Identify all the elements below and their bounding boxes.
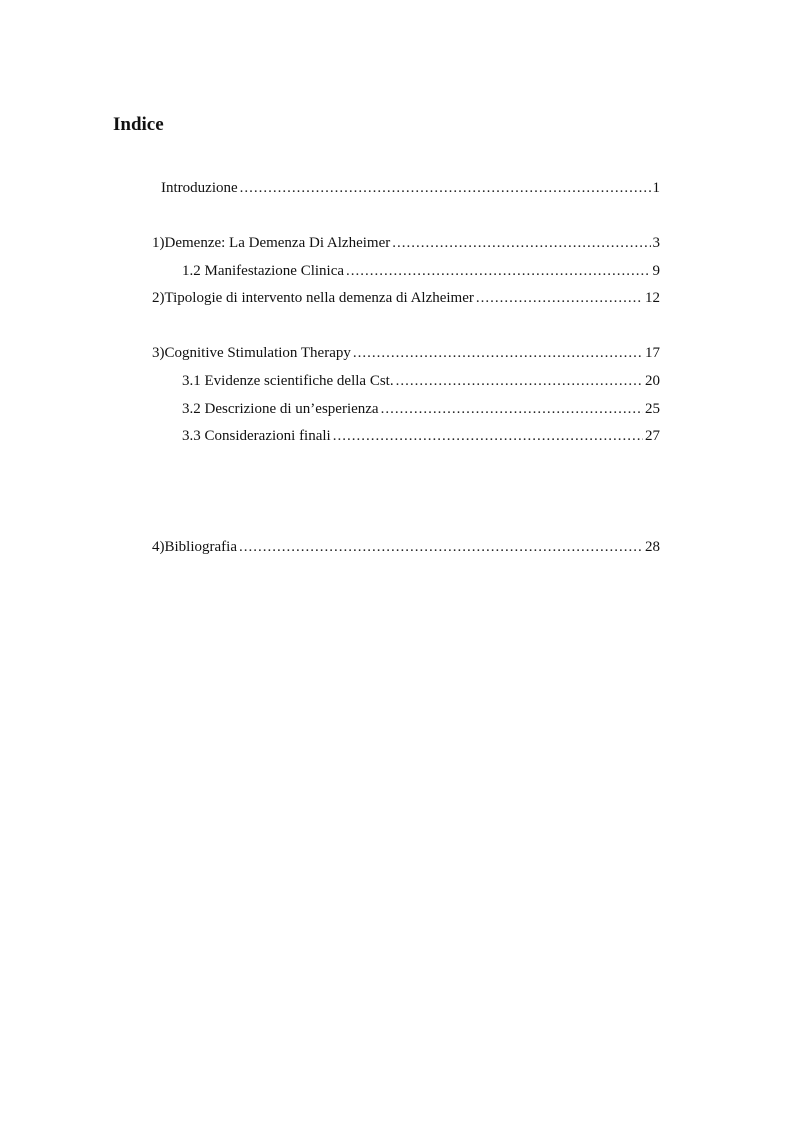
toc-leader-dots: [396, 371, 643, 391]
toc-entry-title: 1.2 Manifestazione Clinica: [182, 263, 345, 279]
toc-entry-page: 12: [645, 290, 660, 306]
toc-leader-dots: [353, 343, 643, 363]
toc-entry-title: 3.3 Considerazioni finali: [182, 428, 331, 444]
toc-entry-page: 1: [652, 180, 660, 196]
toc-leader-dots: [346, 261, 650, 281]
toc-entry-cognitive-stimulation: [152, 343, 660, 363]
toc-entry-title: 3.1 Evidenze scientifiche della Cst.: [182, 373, 394, 389]
toc-entry-title: 3.2 Descrizione di un’esperienza: [182, 401, 379, 417]
toc-entry-number: 2): [152, 290, 165, 306]
toc-entry-page: 27: [645, 428, 660, 444]
toc-entry-number: 1): [152, 235, 165, 251]
toc-entry-considerazioni-finali: [182, 426, 660, 446]
toc-entry-page: 25: [645, 401, 660, 417]
toc-leader-dots: [333, 426, 643, 446]
toc-leader-dots: [381, 399, 643, 419]
toc-entry-title: Demenze: La Demenza Di Alzheimer: [164, 235, 391, 251]
toc-entry-page: 3: [652, 235, 660, 251]
toc-entry-title: Bibliografia: [164, 539, 237, 555]
toc-entry-evidenze-scientifiche: [182, 371, 660, 391]
toc-entry-tipologie-intervento: [152, 288, 660, 308]
toc-leader-dots: [239, 537, 643, 557]
toc-leader-dots: [240, 178, 651, 198]
toc-entry-title: Tipologie di intervento nella demenza di Alzheimer: [164, 290, 474, 306]
toc-entry-manifestazione-clinica: [182, 261, 660, 281]
toc-entry-descrizione-esperienza: [182, 399, 660, 419]
page-title: Indice: [113, 114, 164, 135]
toc-entry-page: 20: [645, 373, 660, 389]
toc-entry-introduzione: [161, 178, 660, 198]
toc-entry-page: 28: [645, 539, 660, 555]
toc-entry-page: 17: [645, 345, 660, 361]
toc-leader-dots: [392, 233, 650, 253]
toc-entry-number: 4): [152, 539, 165, 555]
toc-leader-dots: [476, 288, 643, 308]
toc-entry-bibliografia: [152, 537, 660, 557]
toc-entry-title: Introduzione: [161, 180, 238, 196]
toc-entry-number: 3): [152, 345, 165, 361]
toc-entry-title: Cognitive Stimulation Therapy: [164, 345, 351, 361]
toc-entry-page: 9: [652, 263, 660, 279]
toc-entry-demenze: [152, 233, 660, 253]
